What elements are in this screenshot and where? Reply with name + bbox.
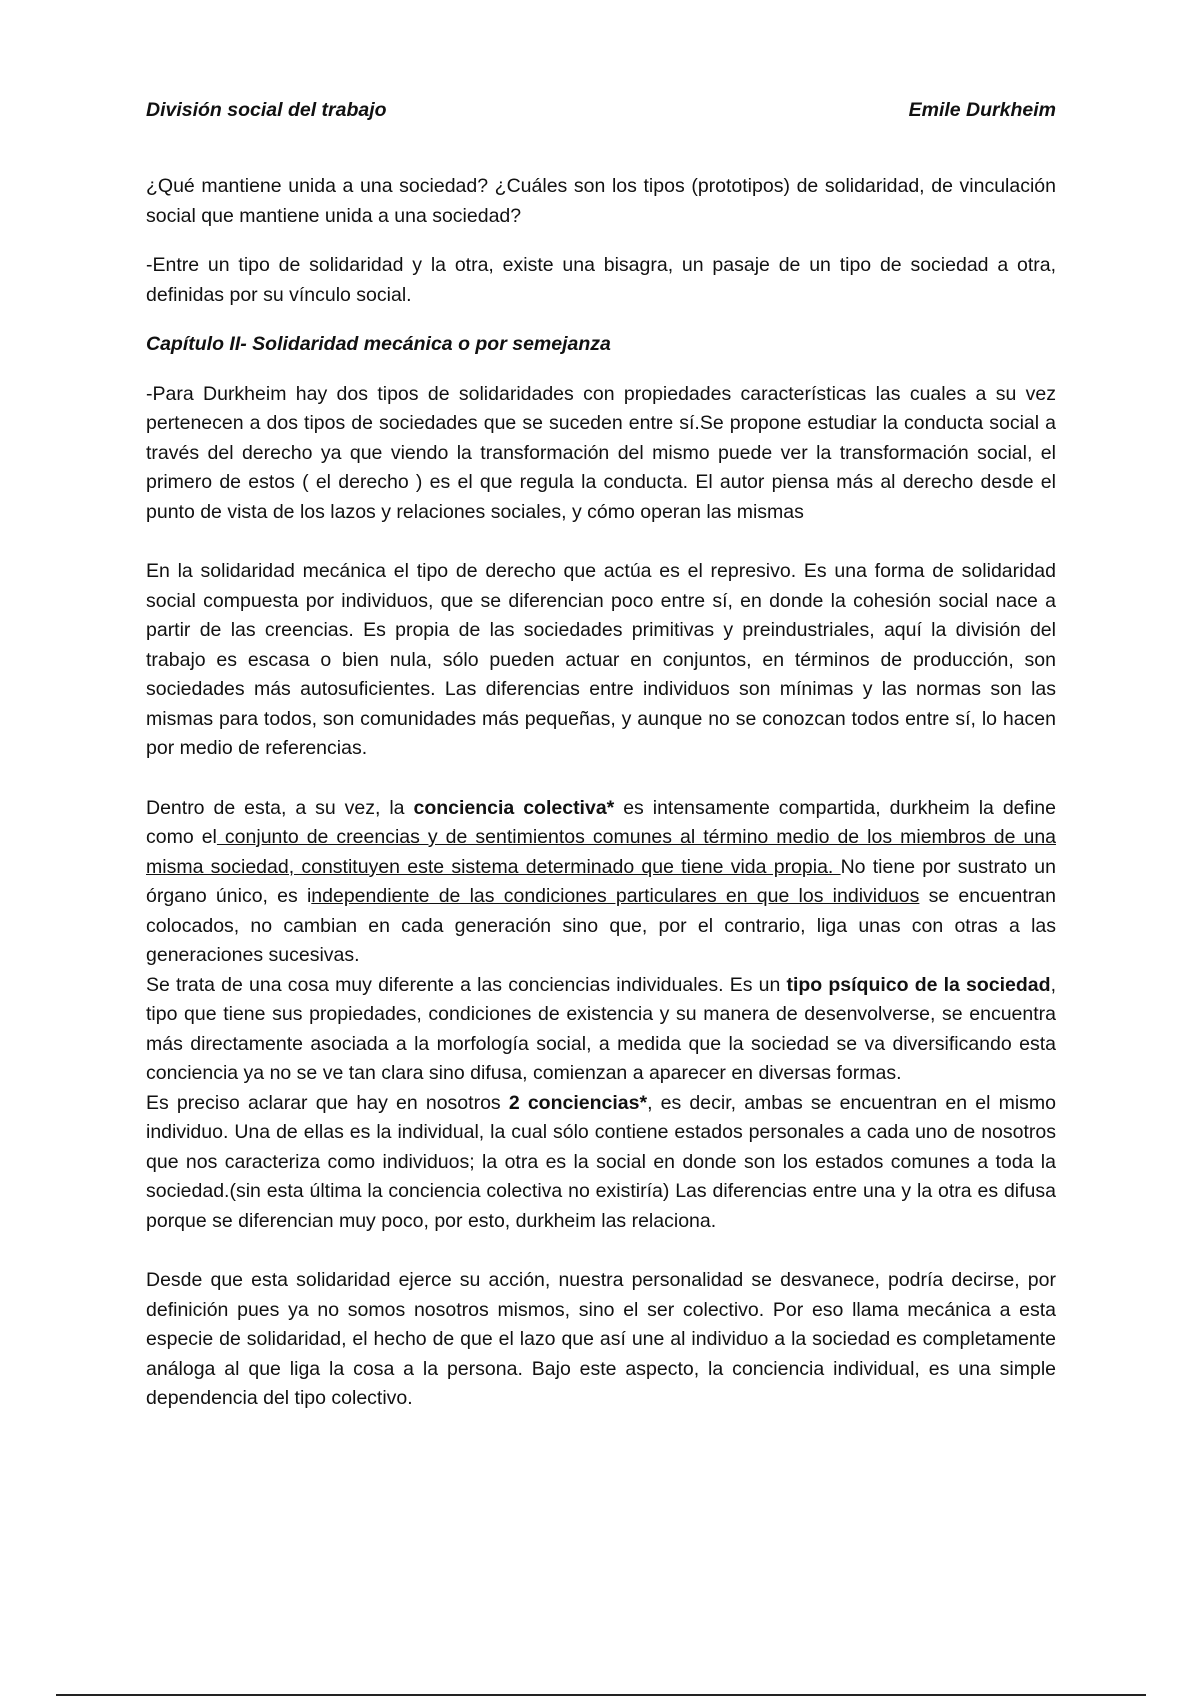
paragraph-tipo-psiquico: [146, 971, 1056, 1089]
text-run: Se trata de una cosa muy diferente a las conciencias individuales. Es un: [146, 973, 787, 996]
underlined-independence: ndependiente de las condiciones particulares en que los individuos: [311, 885, 920, 907]
paragraph-conciencia-colectiva: [146, 794, 1056, 971]
bold-term-tipo-psiquico: tipo psíquico de la sociedad: [786, 973, 1051, 996]
text-run: Es preciso aclarar que hay en nosotros: [146, 1091, 509, 1114]
bold-term-dos-conciencias: 2 conciencias*: [508, 1091, 648, 1114]
text-run: es intensamente compartida, durkheim la define como el: [146, 796, 1056, 848]
intro-paragraph-2: -Entre un tipo de solidaridad y la otra, existe una bisagra, un pasaje de un tipo de sociedad a otra, definidas por su vínculo social.: [146, 254, 1056, 306]
chapter-heading: Capítulo II- Solidaridad mecánica o por semejanza: [146, 333, 611, 355]
text-run: , es decir, ambas se encuentran en el mismo individuo. Una de ellas es la individual, la cual sólo contiene estados personales a cada uno de nosotros que nos caracteriza como individuos; la otra es la social en donde son los estados comunes a toda la sociedad.(sin esta última la conciencia colectiva no existiría) Las diferencias entre una y la otra es difusa porque se diferencian muy poco, por esto, durkheim las relaciona.: [146, 1091, 1056, 1232]
text-run: Dentro de esta, a su vez, la: [146, 796, 414, 819]
text-run: , tipo que tiene sus propiedades, condiciones de existencia y su manera de desenvolverse, se encuentra más directamente asociada a la morfología social, a medida que la sociedad se va diversificando esta conciencia ya no se ve tan clara sino difusa, comienzan a aparecer en diversas formas.: [146, 973, 1056, 1084]
document-title: División social del trabajo: [146, 99, 387, 121]
document-page: [146, 94, 1056, 1434]
page-header: [146, 94, 1056, 126]
paragraph-derecho: -Para Durkheim hay dos tipos de solidaridades con propiedades características las cuales a su vez pertenecen a dos tipos de sociedades que se suceden entre sí.Se propone estudiar la conducta social a través del derecho ya que viendo la transformación del mismo puede ver la transformación social, el primero de estos ( el derecho ) es el que regula la conducta. El autor piensa más al derecho desde el punto de vista de los lazos y relaciones sociales, y cómo operan las mismas: [146, 382, 1056, 523]
text-run: se encuentran colocados, no cambian en cada generación sino que, por el contrario, liga unas con otras a las generaciones sucesivas.: [146, 885, 1056, 966]
paragraph-dos-conciencias: [146, 1089, 1056, 1237]
bold-term-conciencia-colectiva: conciencia colectiva*: [413, 796, 615, 819]
bottom-divider: [56, 1694, 1146, 1696]
underlined-definition: conjunto de creencias y de sentimientos comunes al término medio de los miembros de una misma sociedad, constituyen este sistema determinado que tiene vida propia.: [146, 826, 1057, 878]
text-run: No tiene por sustrato un órgano único, es i: [146, 855, 1057, 907]
paragraph-solidaridad-mecanica: En la solidaridad mecánica el tipo de derecho que actúa es el represivo. Es una forma de solidaridad social compuesta por individuos, que se diferencian poco entre sí, en donde la cohesión social nace a partir de las creencias. Es propia de las sociedades primitivas y preindustriales, aquí la división del trabajo es escasa o bien nula, sólo pueden actuar en conjuntos, en términos de producción, son sociedades más autosuficientes. Las diferencias entre individuos son mínimas y las normas son las mismas para todos, son comunidades más pequeñas, y aunque no se conozcan todos entre sí, lo hacen por medio de referencias.: [146, 560, 1056, 759]
document-author: Emile Durkheim: [908, 99, 1056, 121]
paragraph-personalidad: Desde que esta solidaridad ejerce su acción, nuestra personalidad se desvanece, podría decirse, por definición pues ya no somos nosotros mismos, sino el ser colectivo. Por eso llama mecánica a esta especie de solidaridad, el hecho de que el lazo que así une al individuo a la sociedad es completamente análoga al que liga la cosa a la persona. Bajo este aspecto, la conciencia individual, es una simple dependencia del tipo colectivo.: [146, 1269, 1056, 1409]
intro-paragraph-1: ¿Qué mantiene unida a una sociedad? ¿Cuáles son los tipos (prototipos) de solidaridad, de vinculación social que mantiene unida a una sociedad?: [146, 175, 1056, 227]
